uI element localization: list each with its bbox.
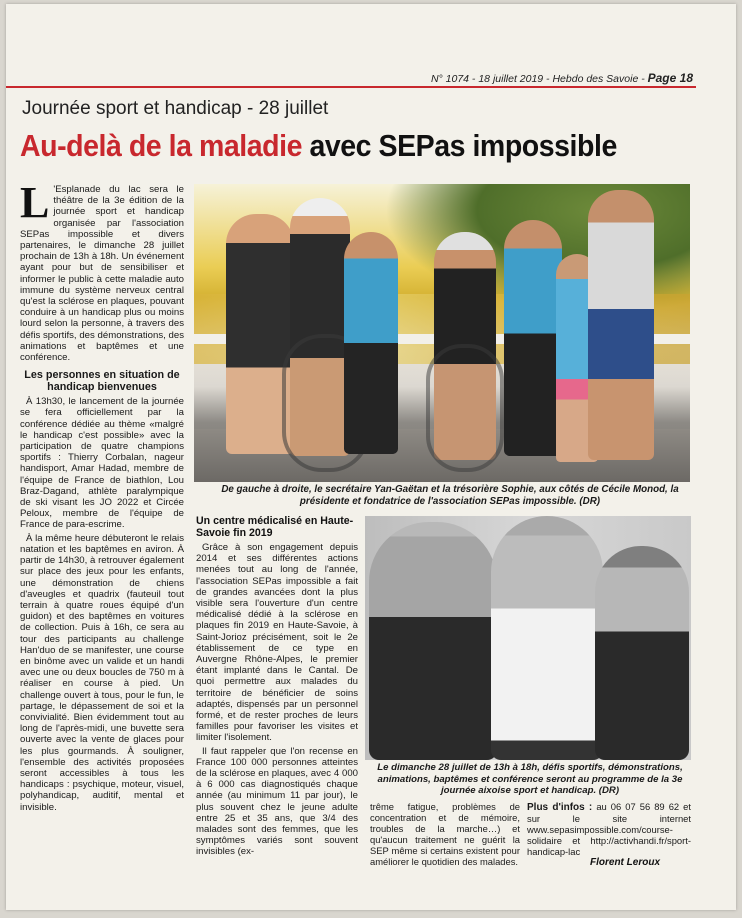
intro-paragraph	[20, 178, 184, 364]
headline-black-part: avec SEPas impossible	[301, 128, 617, 163]
photo-woman-center	[491, 516, 603, 760]
subhead-centre: Un centre médicalisé en Haute-Savoie fin 2019	[196, 515, 354, 539]
photo-person-7	[588, 190, 654, 460]
paragraph-statistics: Il faut rappeler que l'on recense en France 100 000 personnes atteintes de la sclérose en plaques, avec 4 000 à 6 000 cas diagnostiqués chaque année (au minimum 11 par jour), le plus souvent chez le jeune adulte entre 25 et 35 ans, que 3/4 des malades sont des femmes, que les symptômes variés sont souvent invisibles (ex-	[196, 745, 358, 858]
issue-info: N° 1074 - 18 juillet 2019 - Hebdo des Savoie -	[430, 73, 648, 85]
paragraph-activities: À la même heure débuteront le relais natation et les baptêmes en aviron. À partir de 14h30, à retrouver également sur place des jeux pour les enfants, une démonstration de chiens d'aveugles et quadrix (fauteuil tout terrain à quatre roues équipé d'un guidon) et des baptêmes en voitures de collection. Puis à 16h, ce sera au tour des participants au challenge Han'duo de se manifester, une course en binôme avec un valide et un handi avec une ou deux boucles de 750 m à réaliser en course à pied. Un challenge ouvert à tous, pour le fun, le partage, le dépassement de soi et la convivialité. Bien évidemment tout au long de l'après-midi, une buvette sera ouverte avec la vente de glaces pour les plus gourmands. À souligner, l'ensemble des activités proposées seront accessibles à tous les handicaps : psychique, moteur, visuel, polyhandicap, auditif, mental et invisible.	[20, 532, 184, 813]
photo-person-5	[504, 220, 562, 456]
article-kicker: Journée sport et handicap - 28 juillet	[22, 98, 329, 119]
header-rule	[6, 86, 696, 88]
drop-cap: L	[20, 178, 50, 227]
photo-team-caption: De gauche à droite, le secrétaire Yan-Gaëtan et la trésorière Sophie, aux côtés de Cécile Monod, la présidente et fondatrice de l'association SEPas impossible. (DR)	[221, 484, 679, 507]
author-signature: Florent Leroux	[590, 857, 661, 868]
paragraph-conference: À 13h30, le lancement de la journée se fera officiellement par la conférence dédiée au thème «malgré le handicap c'est possible» avec la participation de quatre champions sportifs : Thierry Corbalan, nageur handisport, Amar Hadad, membre de l'équipe de France de biathlon, Lou Braz-Dagand, athlète paralympique de ski visant les JO 2022 et Circée Peloux, membre de l'équipe de France de para-escrime.	[20, 396, 184, 531]
paragraph-centre: Grâce à son engagement depuis 2014 et ses différentes actions menées tout au long de l'année, l'association SEPas impossible a fait de grandes avancées dont la plus visible sera l'ouverture d'un centre médicalisé dédié à la sclérose en plaques fin 2019 en Haute-Savoie, à Saint-Jorioz précisément, soit le 2e établissement de ce type en Auvergne Rhône-Alpes, le premier étant implanté dans le Cantal. De quoi permettre aux malades du territoire de bénéficier de soins adaptés, dispensés par un personnel formé, et de rester proches de leurs familles pour favoriser les visites et limiter l'isolement.	[196, 542, 358, 744]
photo-person-3	[344, 232, 398, 454]
photo-event-caption: Le dimanche 28 juillet de 13h à 18h, défis sportifs, démonstrations, animations, baptêmes et conférence seront au programme de la 3e journée aixoise sport et handicap. (DR)	[377, 762, 683, 797]
page-number: Page 18	[647, 71, 693, 85]
photo-team	[194, 184, 690, 482]
photo-three-people	[365, 516, 691, 760]
photo-man	[369, 522, 497, 760]
headline-red-part: Au-delà de la maladie	[20, 128, 302, 163]
intro-text: 'Esplanade du lac sera le théâtre de la 3e édition de la journée sport et handicap organisée par l'association SEPas impossible et divers partenaires, le dimanche 28 juillet prochain de 13h à 18h. Un événement ayant pour but de sensibiliser et informer le public à cette maladie auto immune du système nerveux central qu'est la sclérose en plaques, pouvant conduire à un handicap plus ou moins lourd selon la personne, à travers des défis sportifs, des démonstrations, des animations et baptêmes et une conférence.	[20, 184, 184, 364]
photo-woman-right	[595, 546, 689, 760]
photo-bike-2	[426, 344, 504, 472]
column-3a: trême fatigue, problèmes de concentration et de mémoire, troubles de la marche…) et qu'aucun traitement ne guérit la SEP même si certains existent pour améliorer le quotidien des malades.	[370, 801, 520, 867]
subhead-handicap: Les personnes en situation de handicap bienvenues	[24, 369, 180, 394]
column-3b	[527, 801, 691, 857]
column-1	[20, 178, 184, 815]
article-headline	[20, 128, 617, 164]
info-label: Plus d'infos :	[527, 802, 593, 813]
page-header	[383, 71, 693, 85]
column-2	[196, 542, 358, 860]
info-text: au 06 07 56 89 62 et sur le site internet www.sepasimpossible.com/course-solidaire et http://activhandi.fr/sport-handicap-lac	[527, 801, 691, 857]
